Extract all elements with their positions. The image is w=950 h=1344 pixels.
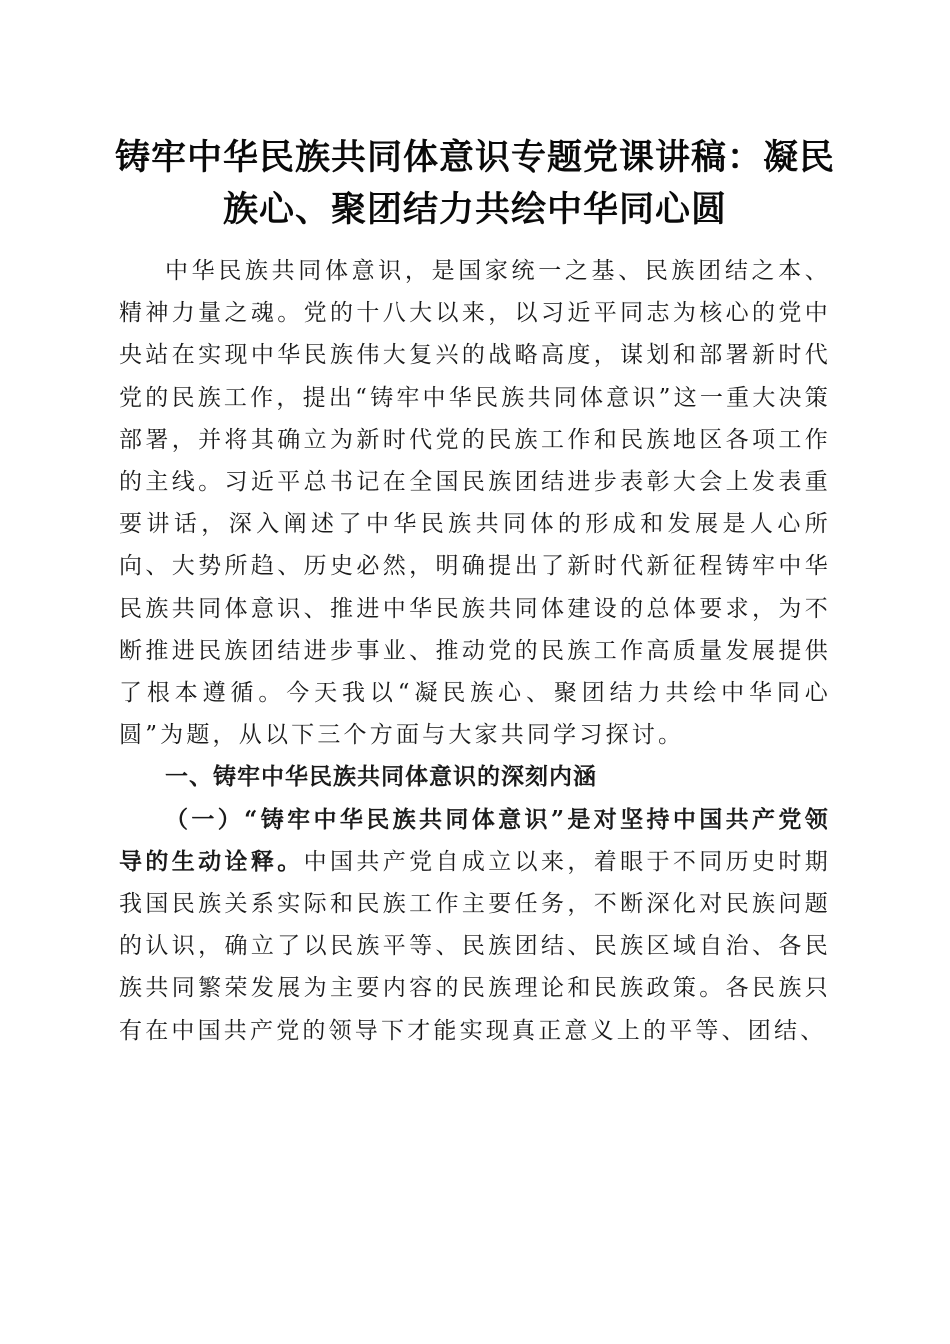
subsection-text: 中国共产党自成立以来，着眼于不同历史时期我国民族关系实际和民族工作主要任务，不断深化对民族问题的认识，确立了以民族平等、民族团结、民族区域自治、各民族共同繁荣发展为主要内容的民族理论和民族政策。各民族只有在中国共产党的领导下才能实现真正意义上的平等、团结、 xyxy=(119,848,831,1044)
document-title: 铸牢中华民族共同体意识专题党课讲稿：凝民族心、聚团结力共绘中华同心圆 xyxy=(114,137,835,230)
intro-paragraph: 中华民族共同体意识，是国家统一之基、民族团结之本、精神力量之魂。党的十八大以来，以习近平同志为核心的党中央站在实现中华民族伟大复兴的战略高度，谋划和部署新时代党的民族工作，提出“铸牢中华民族共同体意识”这一重大决策部署，并将其确立为新时代党的民族工作和民族地区各项工作的主线。习近平总书记在全国民族团结进步表彰大会上发表重要讲话，深入阐述了中华民族共同体的形成和发展是人心所向、大势所趋、历史必然，明确提出了新时代新征程铸牢中华民族共同体意识、推进中华民族共同体建设的总体要求，为不断推进民族团结进步事业、推动党的民族工作高质量发展提供了根本遵循。今天我以“凝民族心、聚团结力共绘中华同心圆”为题，从以下三个方面与大家共同学习探讨。 xyxy=(119,258,831,749)
section-heading: 一、铸牢中华民族共同体意识的深刻内涵 xyxy=(165,764,597,791)
subsection-title: （一）“铸牢中华民族共同体意识”是对坚持中国共产党领导的生动诠释。 xyxy=(119,805,831,875)
document-body xyxy=(119,250,831,1052)
subsection-paragraph xyxy=(119,799,831,1052)
